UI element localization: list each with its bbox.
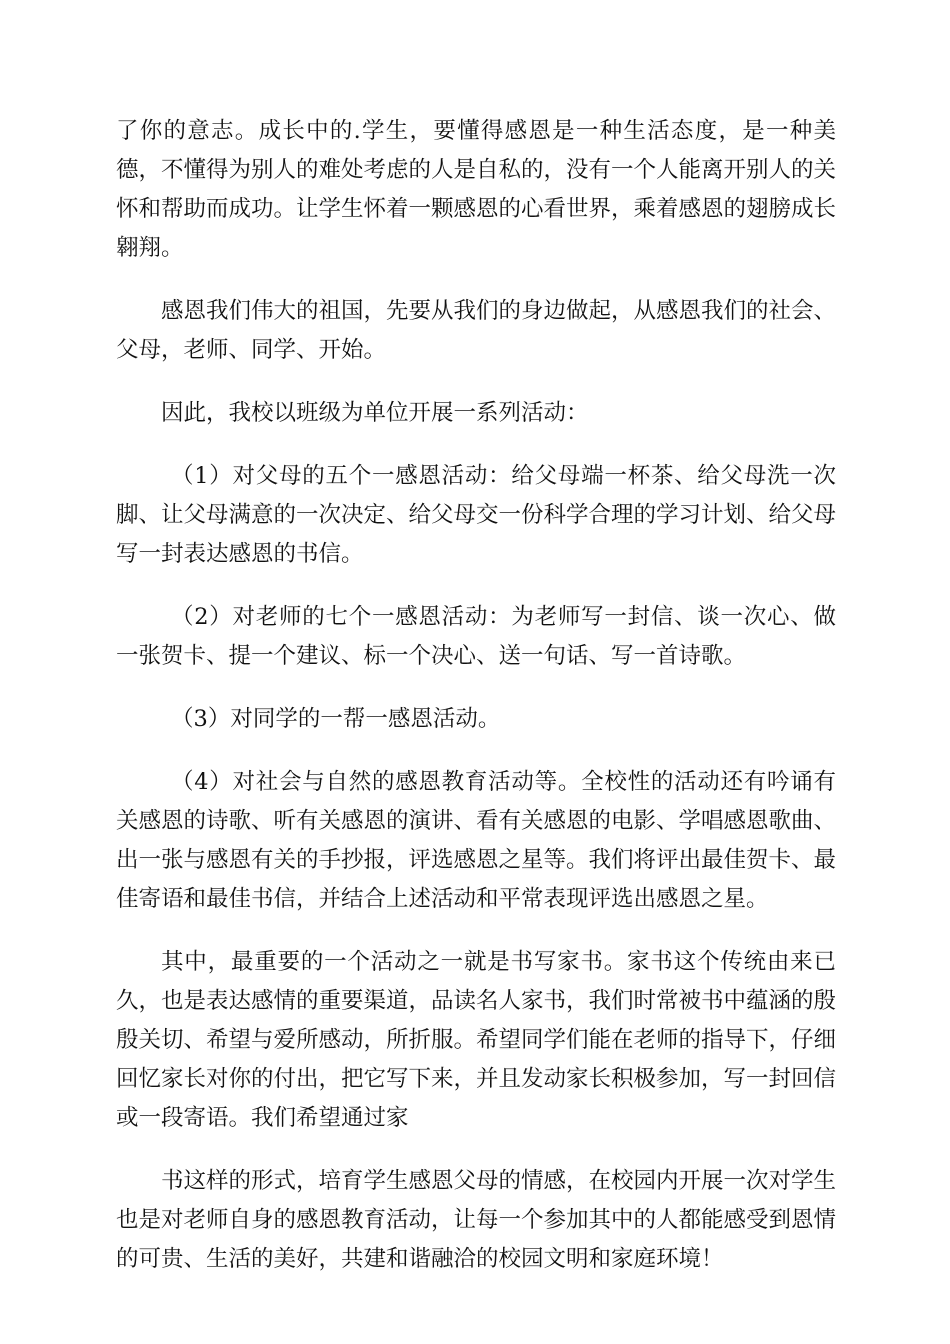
paragraph-3: 因此，我校以班级为单位开展一系列活动： (161, 400, 589, 426)
paragraph-5: （2）对老师的七个一感恩活动：为老师写一封信、谈一次心、做一张贺卡、提一个建议、标一个决心、送一句话、写一首诗歌。 (116, 604, 836, 669)
document-body (116, 112, 836, 1303)
paragraph-2: 感恩我们伟大的祖国，先要从我们的身边做起，从感恩我们的社会、父母，老师、同学、开始。 (116, 298, 837, 363)
paragraph-8: 其中，最重要的一个活动之一就是书写家书。家书这个传统由来已久，也是表达感情的重要渠道，品读名人家书，我们时常被书中蕴涵的殷殷关切、希望与爱所感动，所折服。希望同学们能在老师的指导下，仔细回忆家长对你的付出，把它写下来，并且发动家长积极参加，写一封回信或一段寄语。我们希望通过家 (116, 949, 837, 1131)
paragraph-6: （3）对同学的一帮一感恩活动。 (171, 706, 501, 732)
paragraph-4: （1）对父母的五个一感恩活动：给父母端一杯茶、给父母洗一次脚、让父母满意的一次决定、给父母交一份科学合理的学习计划、给父母写一封表达感恩的书信。 (116, 463, 837, 567)
paragraph-1: 了你的意志。成长中的.学生，要懂得感恩是一种生活态度，是一种美德，不懂得为别人的难处考虑的人是自私的，没有一个人能离开别人的关怀和帮助而成功。让学生怀着一颗感恩的心看世界，乘着感恩的翅膀成长翱翔。 (116, 118, 837, 261)
paragraph-7: （4）对社会与自然的感恩教育活动等。全校性的活动还有吟诵有关感恩的诗歌、听有关感恩的演讲、看有关感恩的电影、学唱感恩歌曲、出一张与感恩有关的手抄报，评选感恩之星等。我们将评出最佳贺卡、最佳寄语和最佳书信，并结合上述活动和平常表现评选出感恩之星。 (116, 769, 837, 912)
paragraph-9: 书这样的形式，培育学生感恩父母的情感，在校园内开展一次对学生也是对老师自身的感恩教育活动，让每一个参加其中的人都能感受到恩情的可贵、生活的美好，共建和谐融洽的校园文明和家庭环境！ (116, 1168, 837, 1272)
